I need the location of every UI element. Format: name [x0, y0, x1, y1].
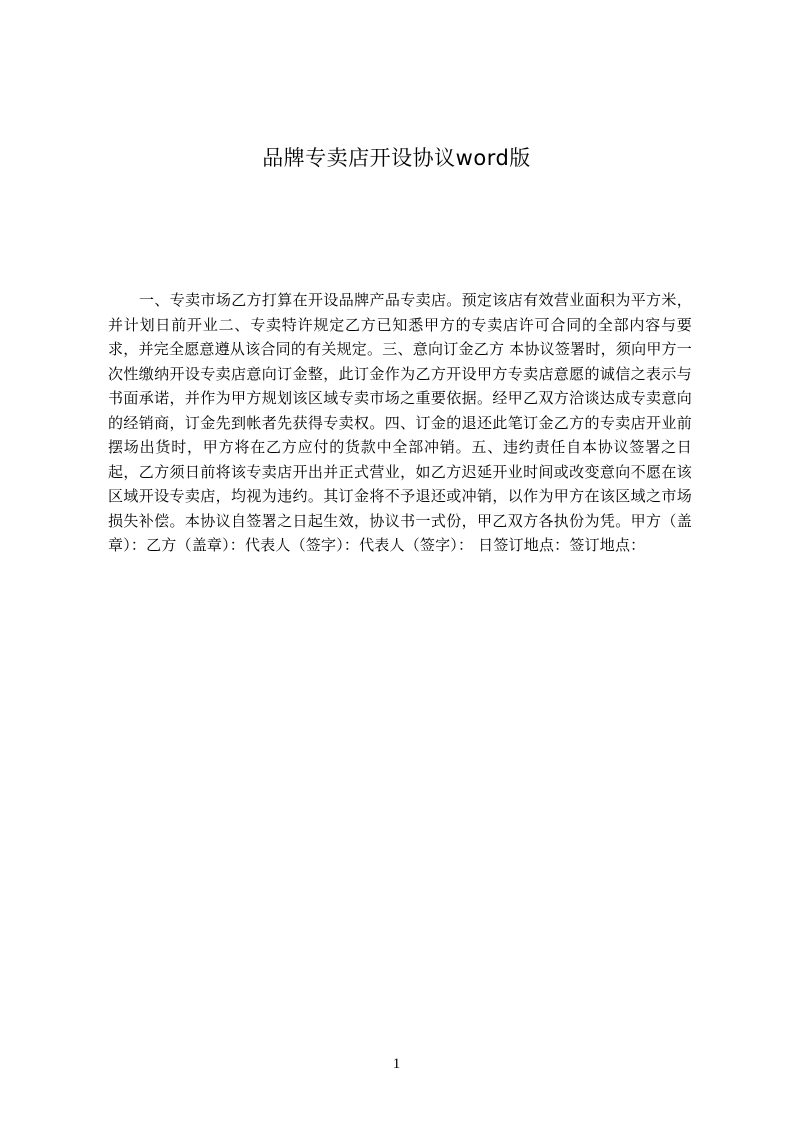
- document-title: 品牌专卖店开设协议word版: [262, 146, 531, 170]
- document-body-paragraph: 一、专卖市场乙方打算在开设品牌产品专卖店。预定该店有效营业面积为平方米，并计划日前开业二、专卖特许规定乙方已知悉甲方的专卖店许可合同的全部内容与要求，并完全愿意遵从该合同的有关规定。三、意向订金乙方 本协议签署时，须向甲方一次性缴纳开设专卖店意向订金整，此订金作为乙方开设甲方专卖店意愿的诚信之表示与书面承诺，并作为甲方规划该区域专卖市场之重要依据。经甲乙双方洽谈达成专卖意向的经销商，订金先到帐者先获得专卖权。四、订金的退还此笔订金乙方的专卖店开业前摆场出货时，甲方将在乙方应付的货款中全部冲销。五、违约责任自本协议签署之日起，乙方须日前将该专卖店开出并正式营业，如乙方迟延开业时间或改变意向不愿在该区域开设专卖店，均视为违约。其订金将不予退还或冲销，以作为甲方在该区域之市场损失补偿。本协议自签署之日起生效，协议书一式份，甲乙双方各执份为凭。甲方（盖章）：乙方（盖章）：代表人（签字）：代表人（签字）： 日签订地点：签订地点：: [108, 291, 692, 554]
- page-number: 1: [392, 1056, 401, 1072]
